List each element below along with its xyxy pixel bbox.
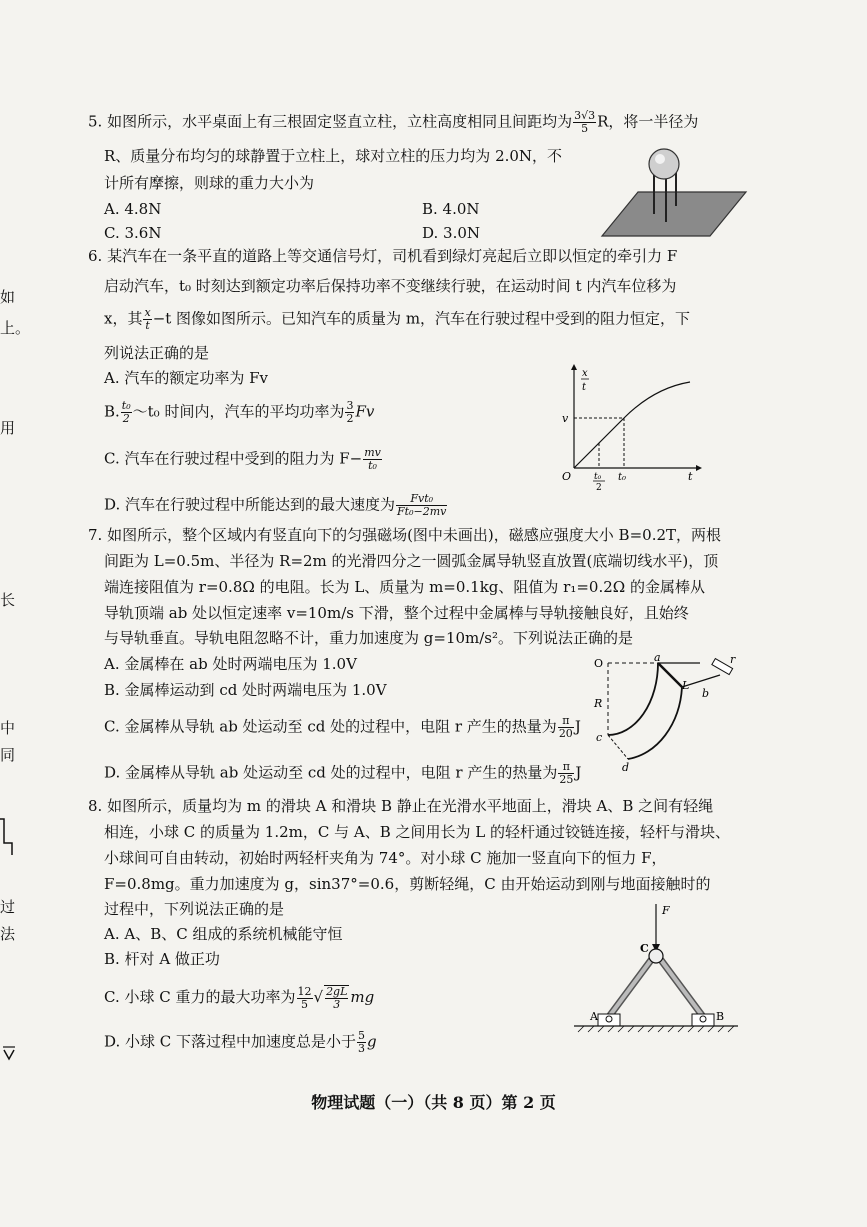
q6-x-over-t-graph: [556, 366, 702, 493]
margin-fragment: 中: [0, 719, 16, 737]
margin-fragment: 上。: [0, 319, 31, 337]
margin-fragment: 同: [0, 746, 16, 764]
q7-stem-line5: 与导轨垂直。导轨电阻忽略不计，重力加速度为 g=10m/s²。下列说法正确的是: [104, 629, 634, 647]
fig-label-c: C: [640, 942, 649, 955]
page-footer: 物理试题（一）（共 8 页）第 2 页: [311, 1093, 556, 1112]
q5-option-d: D. 3.0N: [422, 224, 481, 242]
q6-option-b: B. $\frac{\text{t₀}}{2}$ ～t₀ 时间内，汽车的平均功率为 $\frac{3}{2}$ Fv: [104, 399, 375, 425]
fig-label-l: L: [682, 679, 690, 692]
q5-stem: [88, 110, 698, 135]
fig-label-a: a: [654, 651, 661, 664]
t0-tick-label: t₀: [618, 472, 627, 483]
q5-fraction: $\frac{3√3}{5}$: [574, 109, 596, 135]
y-axis-label-bottom: t: [582, 382, 587, 393]
fig-label-b: b: [702, 687, 710, 700]
q7-option-a: A. 金属棒在 ab 处时两端电压为 1.0V: [104, 655, 357, 673]
q8-option-d: D. 小球 C 下落过程中加速度总是小于 $\frac{5}{3}$ g: [104, 1029, 377, 1055]
margin-fragment: 如: [0, 288, 16, 306]
q7-arc-rail-figure: [590, 651, 750, 775]
margin-fragment: 法: [0, 925, 16, 943]
q8-option-a: A. A、B、C 组成的系统机械能守恒: [104, 925, 343, 943]
margin-v-icon: [2, 1046, 16, 1060]
v-tick-label: v: [562, 412, 569, 425]
x-over-t-fraction: $\frac{x}{t}$: [144, 306, 151, 332]
fig-label-big-r: R: [594, 697, 603, 710]
fig-label-r: r: [730, 653, 736, 666]
q5-option-c: C. 3.6N: [104, 224, 162, 242]
margin-fragment: 过: [0, 898, 16, 916]
q7-stem-line4: 导轨顶端 ab 处以恒定速率 v=10m/s 下滑，整个过程中金属棒与导轨接触良好，且始终: [104, 604, 689, 622]
q7-stem-line1: 7. 如图所示，整个区域内有竖直向下的匀强磁场(图中未画出)，磁感应强度大小 B=0.2T，两根: [88, 526, 722, 544]
q7-option-b: B. 金属棒运动到 cd 处时两端电压为 1.0V: [104, 681, 387, 699]
q6-option-c: C. 汽车在行驶过程中受到的阻力为 F− $\frac{mv}{\text{t₀}}$: [104, 446, 381, 472]
q5-ball-on-posts-figure: [598, 142, 748, 240]
q5-stem-line2: R、质量分布均匀的球静置于立柱上，球对立柱的压力均为 2.0N，不: [104, 147, 563, 165]
q7-stem-line3: 端连接阻值为 r=0.8Ω 的电阻。长为 L、质量为 m=0.1kg、阻值为 r₁=0.2Ω 的金属棒从: [104, 578, 705, 596]
q7-option-d: D. 金属棒从导轨 ab 处运动至 cd 处的过程中，电阻 r 产生的热量为 $\frac{\pi}{25}$ J: [104, 760, 582, 786]
q6-option-d: D. 汽车在行驶过程中所能达到的最大速度为 $\frac{\text{Fvt₀}}{\text{Ft₀−2mv}}$: [104, 492, 447, 518]
q6-stem-line3: x，其 $\frac{x}{t}$ −t 图像如图所示。已知汽车的质量为 m，汽车在行驶过程中受到的阻力恒定，下: [104, 306, 691, 332]
origin-label: O: [562, 470, 572, 483]
q5-text: R，将一半径为: [597, 112, 699, 131]
fig-label-f: F: [662, 904, 670, 917]
q8-stem-line5: 过程中，下列说法正确的是: [104, 900, 285, 918]
q5-option-b: B. 4.0N: [422, 200, 480, 218]
fig-label-o: O: [594, 657, 604, 670]
q8-hinged-rods-figure: [574, 900, 738, 1032]
q6-option-a: A. 汽车的额定功率为 Fv: [104, 369, 269, 387]
margin-fragment: 长: [0, 591, 16, 609]
q5-option-a: A. 4.8N: [104, 200, 162, 218]
q6-stem-line1: 6. 某汽车在一条平直的道路上等交通信号灯，司机看到绿灯亮起后立即以恒定的牵引力 F: [88, 247, 678, 265]
margin-bracket-icon: [0, 815, 14, 855]
q5-stem-line3: 计所有摩擦，则球的重力大小为: [104, 174, 315, 192]
q7-stem-line2: 间距为 L=0.5m、半径为 R=2m 的光滑四分之一圆弧金属导轨竖直放置(底端切线水平)，顶: [104, 552, 719, 570]
fig-label-c: c: [596, 731, 603, 744]
q8-option-c: C. 小球 C 重力的最大功率为 $\frac{12}{5}$ √ $\frac{2gL}{3}$ mg: [104, 984, 375, 1011]
fig-label-d: d: [622, 761, 630, 774]
y-axis-label-top: x: [582, 368, 588, 379]
q8-stem-line2: 相连，小球 C 的质量为 1.2m，C 与 A、B 之间用长为 L 的轻杆通过铰链连接，轻杆与滑块、: [104, 823, 730, 841]
q5-text: 5. 如图所示，水平桌面上有三根固定竖直立柱，立柱高度相同且间距均为: [88, 112, 573, 131]
q8-stem-line1: 8. 如图所示，质量均为 m 的滑块 A 和滑块 B 静止在光滑水平地面上，滑块 A、B 之间有轻绳: [88, 797, 714, 815]
x-axis-label: t: [688, 470, 693, 483]
q7-option-c: C. 金属棒从导轨 ab 处运动至 cd 处的过程中，电阻 r 产生的热量为 $\frac{\pi}{20}$ J: [104, 714, 581, 740]
q8-stem-line3: 小球间可自由转动，初始时两轻杆夹角为 74°。对小球 C 施加一竖直向下的恒力 F，: [104, 849, 667, 867]
fig-label-a: A: [590, 1010, 598, 1023]
t0-half-tick-top: t₀: [594, 472, 602, 482]
t0-half-tick-bottom: 2: [596, 483, 602, 493]
q8-option-b: B. 杆对 A 做正功: [104, 950, 220, 968]
fig-label-b: B: [716, 1010, 725, 1023]
q6-stem-line4: 列说法正确的是: [104, 344, 210, 362]
q6-stem-line2: 启动汽车，t₀ 时刻达到额定功率后保持功率不变继续行驶，在运动时间 t 内汽车位移为: [104, 277, 677, 295]
margin-fragment: 用: [0, 419, 16, 437]
q8-stem-line4: F=0.8mg。重力加速度为 g，sin37°=0.6，剪断轻绳，C 由开始运动到刚与地面接触时的: [104, 875, 711, 893]
